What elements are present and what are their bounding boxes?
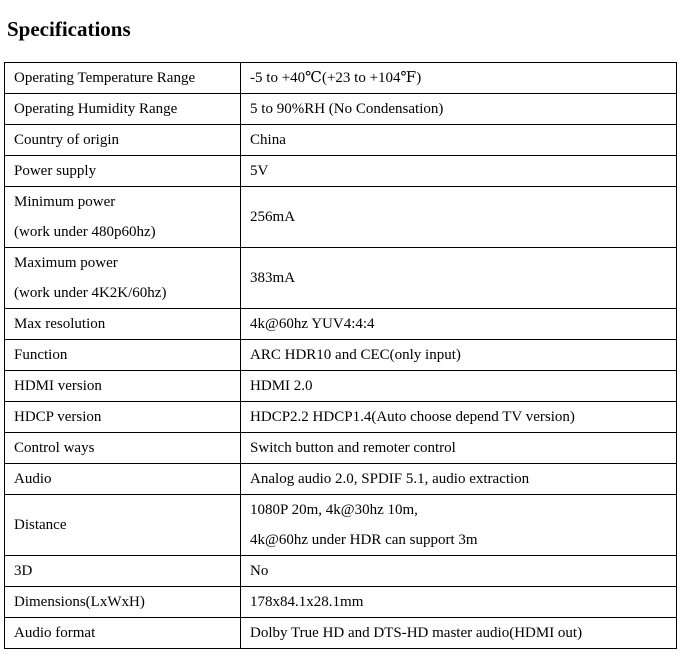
spec-value-cell bbox=[241, 464, 677, 495]
spec-label: (work under 480p60hz) bbox=[14, 224, 156, 240]
spec-row bbox=[5, 94, 677, 125]
spec-label-cell bbox=[5, 248, 241, 309]
spec-row bbox=[5, 125, 677, 156]
spec-value: 5V bbox=[250, 163, 269, 179]
spec-value: 4k@60hz YUV4:4:4 bbox=[250, 316, 375, 332]
spec-label-cell bbox=[5, 187, 241, 248]
spec-value: 178x84.1x28.1mm bbox=[250, 594, 364, 610]
spec-value: China bbox=[250, 132, 286, 148]
spec-row bbox=[5, 433, 677, 464]
spec-value-cell bbox=[241, 94, 677, 125]
spec-label: Distance bbox=[14, 517, 67, 533]
spec-row bbox=[5, 248, 677, 309]
spec-value: 5 to 90%RH (No Condensation) bbox=[250, 101, 444, 117]
spec-row bbox=[5, 187, 677, 248]
spec-label: Minimum power bbox=[14, 194, 116, 210]
spec-row bbox=[5, 587, 677, 618]
spec-label: HDCP version bbox=[14, 409, 102, 425]
spec-value-cell bbox=[241, 618, 677, 649]
spec-value: 383mA bbox=[250, 270, 296, 286]
spec-value-cell bbox=[241, 156, 677, 187]
spec-label: (work under 4K2K/60hz) bbox=[14, 285, 167, 301]
spec-value: 4k@60hz under HDR can support 3m bbox=[250, 532, 478, 548]
spec-label-cell bbox=[5, 63, 241, 94]
page-title: Specifications bbox=[7, 17, 131, 41]
spec-value: HDMI 2.0 bbox=[250, 378, 313, 394]
spec-row bbox=[5, 495, 677, 556]
spec-value: 256mA bbox=[250, 209, 296, 225]
spec-value-cell bbox=[241, 495, 677, 556]
spec-label-cell bbox=[5, 94, 241, 125]
spec-label-cell bbox=[5, 495, 241, 556]
spec-label-cell bbox=[5, 618, 241, 649]
specifications-table bbox=[4, 62, 677, 649]
spec-label-cell bbox=[5, 587, 241, 618]
spec-label: Audio bbox=[14, 471, 52, 487]
spec-row bbox=[5, 156, 677, 187]
spec-label-cell bbox=[5, 125, 241, 156]
spec-value-cell bbox=[241, 433, 677, 464]
spec-row bbox=[5, 464, 677, 495]
spec-label-cell bbox=[5, 433, 241, 464]
spec-row bbox=[5, 402, 677, 433]
spec-value-cell bbox=[241, 248, 677, 309]
spec-value-cell bbox=[241, 371, 677, 402]
spec-value-cell bbox=[241, 187, 677, 248]
spec-value-cell bbox=[241, 309, 677, 340]
spec-value: Analog audio 2.0, SPDIF 5.1, audio extraction bbox=[250, 471, 530, 487]
spec-row bbox=[5, 309, 677, 340]
spec-label-cell bbox=[5, 371, 241, 402]
specifications-table-body bbox=[5, 63, 677, 649]
spec-value: 1080P 20m, 4k@30hz 10m, bbox=[250, 502, 418, 518]
spec-value: Switch button and remoter control bbox=[250, 440, 456, 456]
spec-row bbox=[5, 63, 677, 94]
spec-label: 3D bbox=[14, 563, 33, 579]
spec-label: Function bbox=[14, 347, 68, 363]
spec-label: Audio format bbox=[14, 625, 96, 641]
spec-label-cell bbox=[5, 556, 241, 587]
spec-label: Control ways bbox=[14, 440, 95, 456]
spec-value: No bbox=[250, 563, 269, 579]
spec-row bbox=[5, 556, 677, 587]
spec-value: Dolby True HD and DTS-HD master audio(HDMI out) bbox=[250, 625, 583, 641]
spec-value-cell bbox=[241, 556, 677, 587]
spec-label-cell bbox=[5, 402, 241, 433]
spec-value-cell bbox=[241, 402, 677, 433]
spec-row bbox=[5, 340, 677, 371]
spec-label: HDMI version bbox=[14, 378, 102, 394]
spec-label: Country of origin bbox=[14, 132, 119, 148]
spec-value-cell bbox=[241, 340, 677, 371]
spec-row bbox=[5, 618, 677, 649]
spec-label: Operating Humidity Range bbox=[14, 101, 178, 117]
spec-value-cell bbox=[241, 125, 677, 156]
spec-label: Operating Temperature Range bbox=[14, 70, 196, 86]
spec-label: Power supply bbox=[14, 163, 97, 179]
spec-label-cell bbox=[5, 309, 241, 340]
spec-value: HDCP2.2 HDCP1.4(Auto choose depend TV version) bbox=[250, 409, 575, 425]
spec-label-cell bbox=[5, 464, 241, 495]
spec-value: ARC HDR10 and CEC(only input) bbox=[250, 347, 461, 363]
spec-label: Maximum power bbox=[14, 255, 118, 271]
spec-value-cell bbox=[241, 63, 677, 94]
spec-label: Dimensions(LxWxH) bbox=[14, 594, 145, 610]
spec-value-cell bbox=[241, 587, 677, 618]
spec-label-cell bbox=[5, 156, 241, 187]
spec-row bbox=[5, 371, 677, 402]
spec-value: -5 to +40℃(+23 to +104℉) bbox=[250, 70, 422, 86]
spec-label: Max resolution bbox=[14, 316, 106, 332]
spec-label-cell bbox=[5, 340, 241, 371]
